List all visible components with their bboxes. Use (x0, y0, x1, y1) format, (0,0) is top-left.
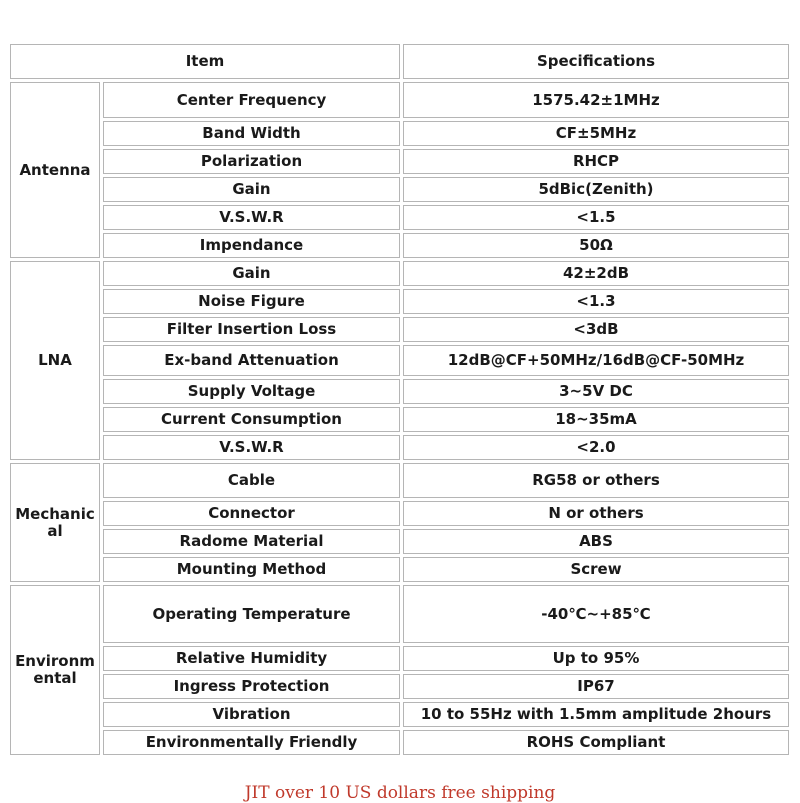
spec-cell: 12dB@CF+50MHz/16dB@CF-50MHz (403, 345, 789, 376)
item-cell: Environmentally Friendly (103, 730, 400, 755)
spec-cell: 50Ω (403, 233, 789, 258)
spec-table (7, 41, 792, 758)
group-environmental: Environmental (10, 585, 100, 755)
spec-cell: 5dBic(Zenith) (403, 177, 789, 202)
item-cell: Mounting Method (103, 557, 400, 582)
table-row (10, 463, 789, 498)
spec-cell: <3dB (403, 317, 789, 342)
shipping-note: JIT over 10 US dollars free shipping (244, 783, 556, 803)
spec-cell: -40℃~+85℃ (403, 585, 789, 643)
spec-cell: Up to 95% (403, 646, 789, 671)
item-cell: Radome Material (103, 529, 400, 554)
table-row (10, 557, 789, 582)
item-cell: Supply Voltage (103, 379, 400, 404)
table-row (10, 289, 789, 314)
item-cell: Vibration (103, 702, 400, 727)
spec-cell: <1.5 (403, 205, 789, 230)
spec-cell: <2.0 (403, 435, 789, 460)
table-row (10, 82, 789, 118)
spec-cell: 18~35mA (403, 407, 789, 432)
table-row (10, 435, 789, 460)
item-cell: Gain (103, 177, 400, 202)
table-row (10, 585, 789, 643)
spec-cell: CF±5MHz (403, 121, 789, 146)
item-cell: Noise Figure (103, 289, 400, 314)
item-cell: Band Width (103, 121, 400, 146)
item-cell: Center Frequency (103, 82, 400, 118)
header-row (10, 44, 789, 79)
table-row (10, 233, 789, 258)
item-cell: Gain (103, 261, 400, 286)
table-row (10, 529, 789, 554)
table-row (10, 261, 789, 286)
table-row (10, 407, 789, 432)
spec-cell: RHCP (403, 149, 789, 174)
item-cell: Ex-band Attenuation (103, 345, 400, 376)
spec-cell: Screw (403, 557, 789, 582)
item-cell: V.S.W.R (103, 205, 400, 230)
item-cell: Impendance (103, 233, 400, 258)
item-cell: Relative Humidity (103, 646, 400, 671)
table-row (10, 205, 789, 230)
spec-cell: IP67 (403, 674, 789, 699)
item-cell: Filter Insertion Loss (103, 317, 400, 342)
item-cell: Connector (103, 501, 400, 526)
spec-cell: 10 to 55Hz with 1.5mm amplitude 2hours (403, 702, 789, 727)
spec-cell: 3~5V DC (403, 379, 789, 404)
spec-cell: 1575.42±1MHz (403, 82, 789, 118)
spec-cell: RG58 or others (403, 463, 789, 498)
item-cell: V.S.W.R (103, 435, 400, 460)
table-row (10, 674, 789, 699)
table-row (10, 149, 789, 174)
table-row (10, 730, 789, 755)
group-lna: LNA (10, 261, 100, 460)
specifications-header: Specifications (403, 44, 789, 79)
table-row (10, 702, 789, 727)
spec-cell: ABS (403, 529, 789, 554)
spec-cell: ROHS Compliant (403, 730, 789, 755)
group-antenna: Antenna (10, 82, 100, 258)
table-row (10, 501, 789, 526)
table-row (10, 317, 789, 342)
item-cell: Cable (103, 463, 400, 498)
item-header: Item (10, 44, 400, 79)
spec-cell: <1.3 (403, 289, 789, 314)
table-row (10, 646, 789, 671)
item-cell: Ingress Protection (103, 674, 400, 699)
spec-cell: N or others (403, 501, 789, 526)
item-cell: Current Consumption (103, 407, 400, 432)
group-mechanical: Mechanical (10, 463, 100, 582)
table-row (10, 121, 789, 146)
item-cell: Operating Temperature (103, 585, 400, 643)
spec-cell: 42±2dB (403, 261, 789, 286)
item-cell: Polarization (103, 149, 400, 174)
table-row (10, 345, 789, 376)
table-row (10, 177, 789, 202)
table-row (10, 379, 789, 404)
